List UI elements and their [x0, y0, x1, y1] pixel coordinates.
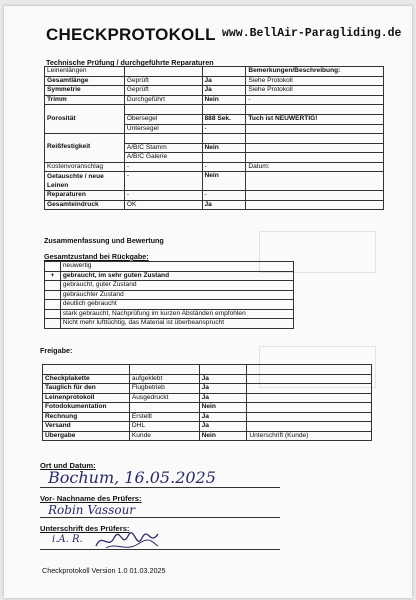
row-value: Durchgeführt: [124, 95, 202, 105]
place-date-label: Ort und Datum:: [40, 461, 96, 470]
release-heading: Freigabe:: [40, 346, 73, 355]
row-value: Geprüft: [124, 86, 202, 96]
tear-b-label: A/B/C Galerie: [124, 153, 202, 163]
porosity-upper-value: 888 Sek.: [202, 115, 246, 125]
inspector-name-value: Robin Vassour: [48, 503, 136, 517]
release-table: [42, 364, 372, 441]
signature-scribble: [92, 528, 162, 554]
status-mark: [45, 290, 61, 300]
status-option: [45, 281, 294, 291]
row-result: Nein: [202, 95, 246, 105]
row-value: DHL: [129, 422, 199, 432]
row-result: Ja: [199, 412, 247, 422]
cost-value: -: [124, 162, 202, 172]
row-result: Ja: [199, 384, 247, 394]
row-remark: Unterschrift (Kunde): [247, 431, 372, 441]
row-label: Trimm: [45, 95, 125, 105]
tear-b-value: [202, 153, 246, 163]
protocol-page: [4, 6, 412, 598]
status-option: [45, 262, 294, 272]
row-result: Nein: [199, 431, 247, 441]
row-result: Ja: [202, 76, 246, 86]
inspector-signature-line: [40, 549, 280, 550]
cost-label: Kostenvoranschlag: [45, 162, 125, 172]
status-mark: [45, 319, 61, 329]
row-value: [129, 403, 199, 413]
porosity-lower-label: Untersegel: [124, 124, 202, 134]
lines-label: Getauschte / neue Leinen: [45, 172, 125, 191]
row-label: Versand: [43, 422, 130, 432]
status-option: [45, 319, 294, 329]
row-value: Flugbetrieb: [129, 384, 199, 394]
status-mark: [45, 281, 61, 291]
tear-a-value: Nein: [202, 143, 246, 153]
overall-value: OK: [124, 200, 202, 210]
technical-heading: Technische Prüfung / durchgeführte Reparaturen: [46, 58, 214, 67]
status-option: [45, 271, 294, 281]
summary-heading: Zusammenfassung und Bewertung: [44, 236, 164, 245]
inspector-signature-label: Unterschrift des Prüfers:: [40, 524, 130, 533]
table-row: [45, 172, 384, 191]
table-row: [45, 153, 384, 163]
remarks-heading: Bemerkungen/Beschreibung:: [246, 67, 384, 77]
row-label: Leinenprotokoll: [43, 393, 130, 403]
row-result: Ja: [202, 86, 246, 96]
table-row: [43, 412, 372, 422]
footer-version: Checkprotokoll Version 1.0 01.03.2025: [42, 566, 166, 575]
place-date-value: Bochum, 16.05.2025: [48, 468, 216, 487]
table-row: [45, 191, 384, 201]
inspector-name-label: Vor- Nachname des Prüfers:: [40, 494, 142, 503]
cost-remark: Datum:: [246, 162, 384, 172]
row-remark: [247, 412, 372, 422]
table-row: [45, 115, 384, 125]
porosity-label: Porosität: [45, 115, 125, 125]
lines-value: -: [124, 172, 202, 191]
row-label: Übergabe: [43, 431, 130, 441]
row-remark: Siehe Protokoll: [246, 76, 384, 86]
repairs-label: Reparaturen: [45, 191, 125, 201]
status-option: [45, 290, 294, 300]
status-option: [45, 309, 294, 319]
row-remark: [247, 393, 372, 403]
row-value: Erstellt: [129, 412, 199, 422]
row-value: Kunde: [129, 431, 199, 441]
table-row: [45, 95, 384, 105]
website-url: www.BellAir-Paragliding.de: [222, 27, 402, 40]
table-row: [45, 67, 384, 77]
table-row: [45, 76, 384, 86]
table-row: [45, 143, 384, 153]
overall-label: Gesamteindruck: [45, 200, 125, 210]
page-title: CHECKPROTOKOLL: [46, 25, 216, 44]
status-mark: [45, 300, 61, 310]
row-remark: Siehe Protokoll: [246, 86, 384, 96]
porosity-remark: Tuch ist NEUWERTIG!: [246, 115, 384, 125]
table-row: [45, 162, 384, 172]
table-row: [45, 134, 384, 144]
status-text: deutlich gebraucht: [60, 300, 293, 310]
cost-result: -: [202, 162, 246, 172]
row-result: Ja: [199, 393, 247, 403]
porosity-lower-value: -: [202, 124, 246, 134]
row-remark: [247, 422, 372, 432]
status-text: gebraucht, im sehr guten Zustand: [60, 271, 293, 281]
technical-table: [44, 66, 384, 210]
row-label: Rechnung: [43, 412, 130, 422]
row-value: aufgeklebt: [129, 374, 199, 384]
repairs-result: -: [202, 191, 246, 201]
row-remark: -: [246, 95, 384, 105]
status-text: stark gebraucht, Nachprüfung im kurzen Abständen empfohlen: [60, 309, 293, 319]
repairs-value: -: [124, 191, 202, 201]
status-mark: +: [45, 271, 61, 281]
table-row: [45, 86, 384, 96]
row-remark: [247, 384, 372, 394]
status-text: gebrauchter Zustand: [60, 290, 293, 300]
lines-result: Nein: [202, 172, 246, 191]
table-row: [43, 431, 372, 441]
porosity-upper-label: Obersegel: [124, 115, 202, 125]
status-text: Nicht mehr lufttüchtig, das Material ist überbeansprucht: [60, 319, 293, 329]
overall-result: Ja: [202, 200, 246, 210]
row-label: Leinenlängen: [45, 67, 125, 77]
row-label: Checkplakette: [43, 374, 130, 384]
status-option: [45, 300, 294, 310]
table-row: [45, 105, 384, 115]
table-row: [43, 384, 372, 394]
table-row: [45, 200, 384, 210]
row-value: Geprüft: [124, 76, 202, 86]
tear-label: Reißfestigkeit: [45, 143, 125, 153]
row-value: Ausgedruckt: [129, 393, 199, 403]
row-result: Nein: [199, 403, 247, 413]
status-mark: [45, 262, 61, 272]
place-date-line: [40, 487, 280, 488]
status-text: gebraucht, guter Zustand: [60, 281, 293, 291]
table-row: [43, 403, 372, 413]
row-remark: [247, 374, 372, 384]
row-result: Ja: [199, 374, 247, 384]
tear-a-label: A/B/C Stamm: [124, 143, 202, 153]
row-label: Fotodokumentation: [43, 403, 130, 413]
table-row: [43, 422, 372, 432]
inspector-signature-text: i.A. R.: [52, 534, 83, 545]
status-table: [44, 261, 294, 329]
row-label: Tauglich für den: [43, 384, 130, 394]
status-heading: Gesamtzustand bei Rückgabe:: [44, 252, 149, 261]
table-row: [43, 393, 372, 403]
row-remark: [247, 403, 372, 413]
inspector-name-line: [40, 517, 280, 518]
row-label: Gesamtlänge: [45, 76, 125, 86]
table-row: [43, 374, 372, 384]
row-result: Ja: [199, 422, 247, 432]
status-text: neuwertig: [60, 262, 293, 272]
table-row: [45, 124, 384, 134]
status-mark: [45, 309, 61, 319]
row-label: Symmetrie: [45, 86, 125, 96]
